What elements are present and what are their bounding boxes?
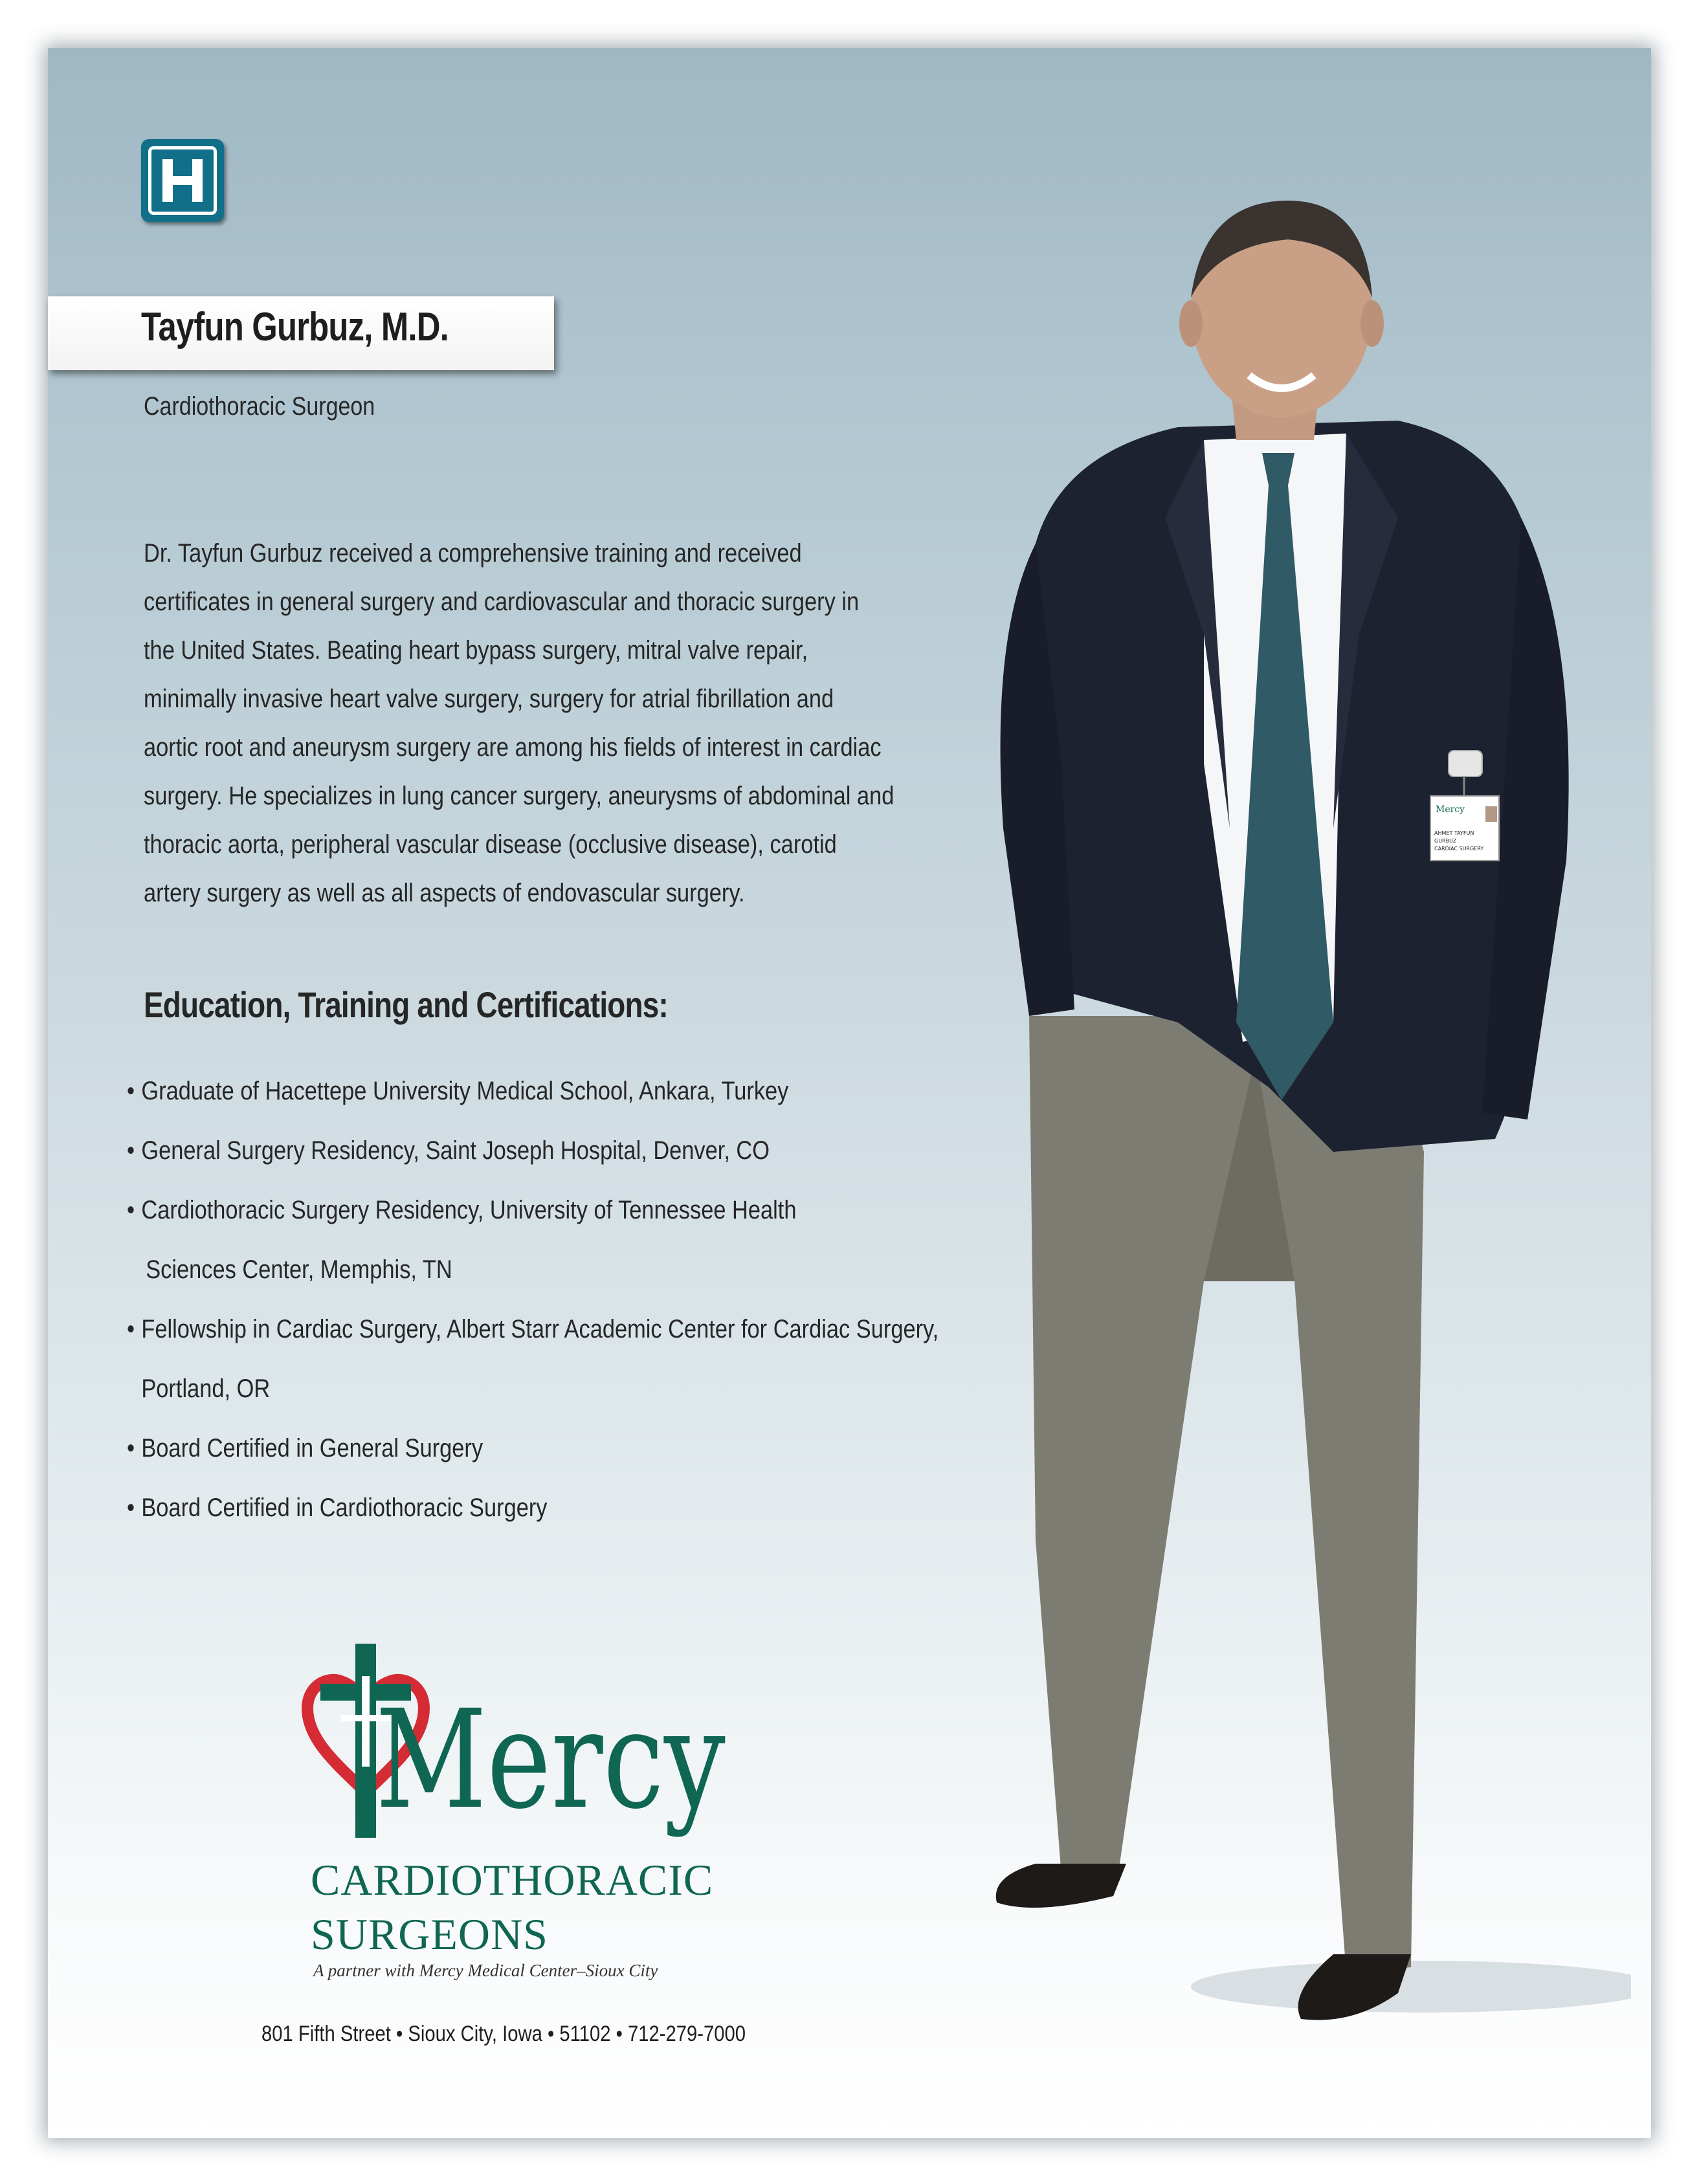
bio-line: Dr. Tayfun Gurbuz received a comprehensive training and received: [144, 539, 802, 568]
bio-line: certificates in general surgery and cardiovascular and thoracic surgery in: [144, 588, 860, 616]
bio-line: surgery. He specializes in lung cancer surgery, aneurysms of abdominal and: [144, 782, 894, 810]
list-item-continuation: Sciences Center, Memphis, TN: [146, 1255, 452, 1284]
education-heading: Education, Training and Certifications:: [144, 984, 668, 1025]
bio-line: thoracic aorta, peripheral vascular disease (occlusive disease), carotid: [144, 830, 837, 859]
bio-line: minimally invasive heart valve surgery, surgery for atrial fibrillation and: [144, 685, 834, 713]
logo-tagline: A partner with Mercy Medical Center–Sioux City: [313, 1961, 658, 1980]
hospital-h-icon: [141, 139, 224, 222]
list-item: • Fellowship in Cardiac Surgery, Albert Starr Academic Center for Cardiac Surgery,: [127, 1315, 939, 1343]
logo-line-surgeons: SURGEONS: [311, 1910, 548, 1959]
doctor-name: Tayfun Gurbuz, M.D.: [141, 305, 449, 349]
badge-name-line1: AHMET TAYFUN: [1434, 830, 1474, 836]
doctor-portrait-photo: [841, 181, 1631, 2058]
list-item: • General Surgery Residency, Saint Joseph Hospital, Denver, CO: [127, 1136, 770, 1165]
list-item: • Cardiothoracic Surgery Residency, University of Tennessee Health: [127, 1196, 797, 1224]
mercy-wordmark: Mercy: [375, 1681, 726, 1839]
badge-dept: CARDIAC SURGERY: [1434, 846, 1484, 852]
list-item: • Board Certified in General Surgery: [127, 1434, 483, 1462]
logo-line-cardiothoracic: CARDIOTHORACIC: [311, 1855, 714, 1904]
doctor-title: Cardiothoracic Surgeon: [144, 392, 375, 421]
badge-logo: Mercy: [1436, 804, 1465, 815]
badge-name-line2: GURBUZ: [1434, 838, 1457, 844]
list-item: • Board Certified in Cardiothoracic Surgery: [127, 1494, 548, 1522]
bio-line: aortic root and aneurysm surgery are among his fields of interest in cardiac: [144, 733, 882, 762]
list-item-continuation: Portland, OR: [141, 1374, 271, 1403]
bio-line: artery surgery as well as all aspects of endovascular surgery.: [144, 879, 745, 907]
footer-address: 801 Fifth Street • Sioux City, Iowa • 51102 • 712-279-7000: [261, 2022, 746, 2046]
bio-line: the United States. Beating heart bypass surgery, mitral valve repair,: [144, 636, 808, 665]
list-item: • Graduate of Hacettepe University Medical School, Ankara, Turkey: [127, 1077, 789, 1105]
